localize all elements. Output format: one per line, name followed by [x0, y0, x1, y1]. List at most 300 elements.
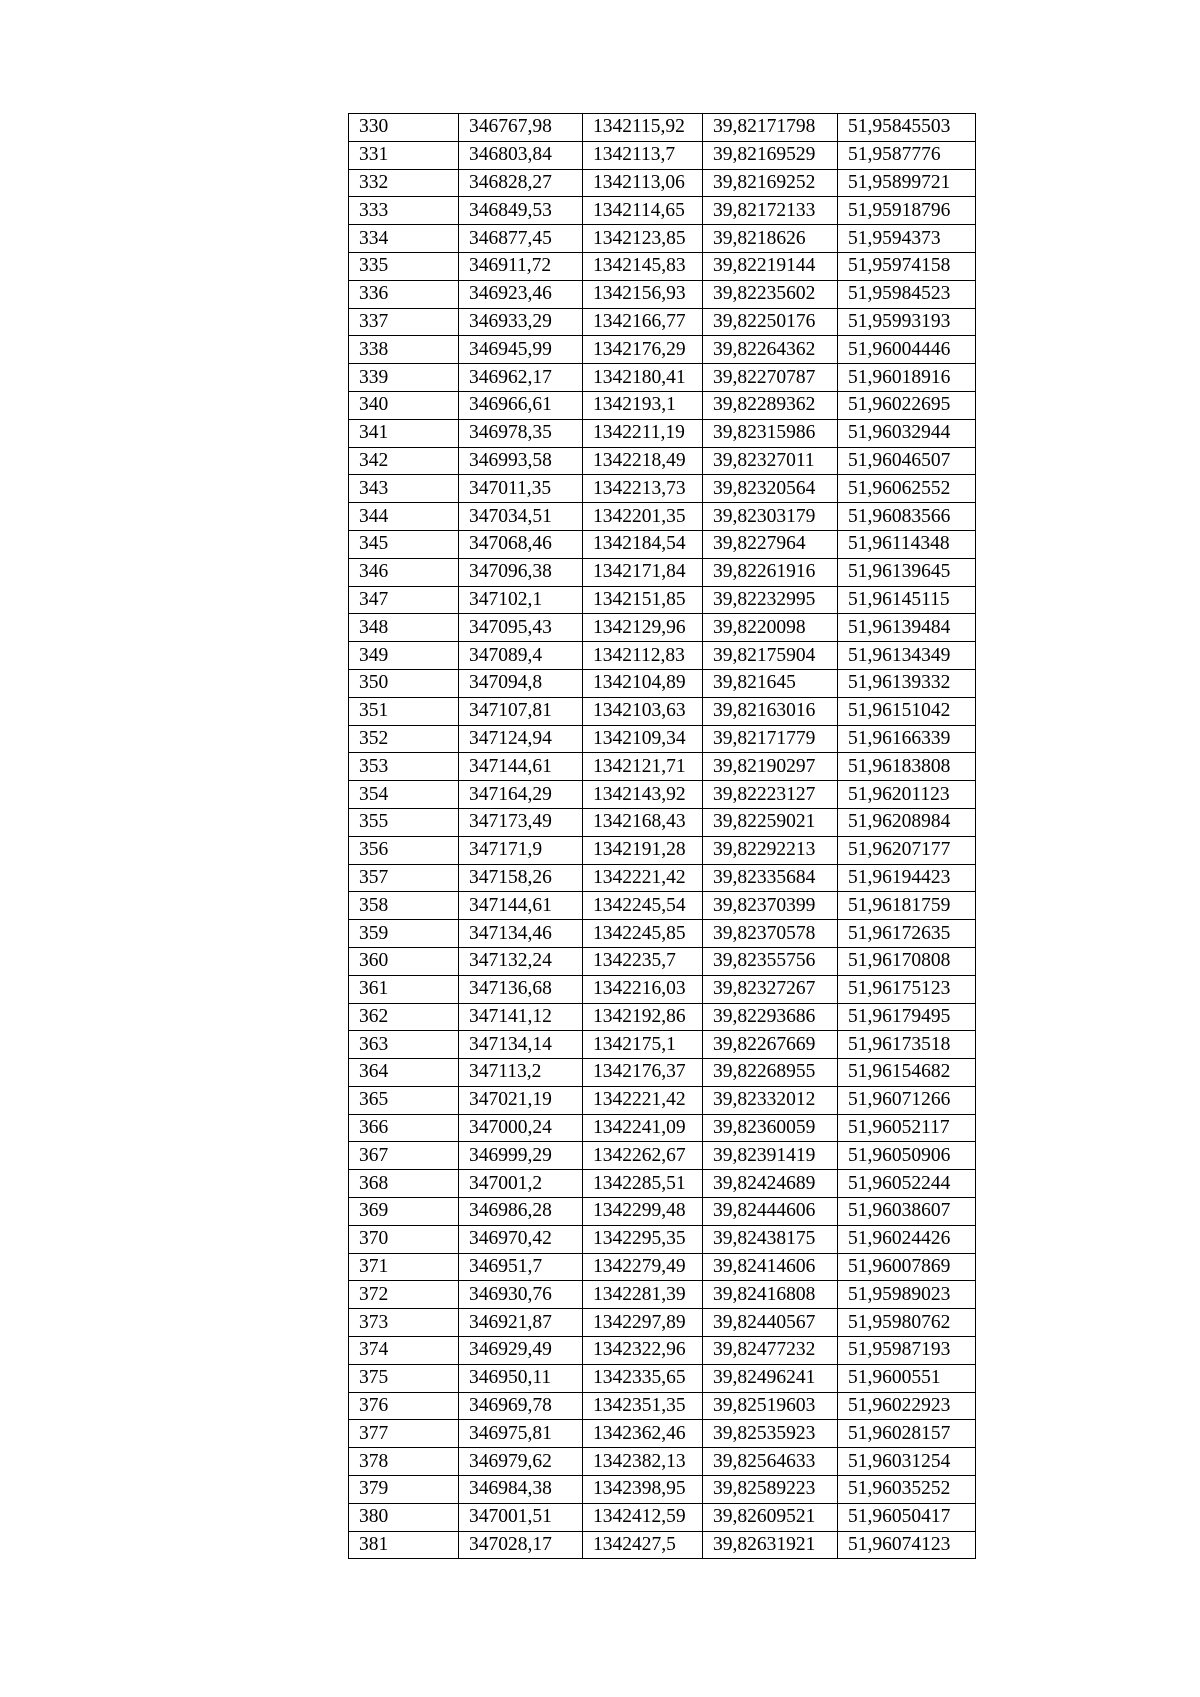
- latitude-cell: 51,96022695: [838, 391, 976, 419]
- point-number-cell: 351: [349, 697, 459, 725]
- latitude-cell: 51,95984523: [838, 280, 976, 308]
- table-row: [349, 697, 976, 725]
- longitude-cell: 39,82327267: [703, 975, 838, 1003]
- table-row: [349, 725, 976, 753]
- longitude-cell: 39,82477232: [703, 1337, 838, 1365]
- point-number-cell: 357: [349, 864, 459, 892]
- longitude-cell: 39,82289362: [703, 391, 838, 419]
- point-number-cell: 334: [349, 225, 459, 253]
- longitude-cell: 39,821645: [703, 669, 838, 697]
- point-number-cell: 377: [349, 1420, 459, 1448]
- point-number-cell: 368: [349, 1170, 459, 1198]
- latitude-cell: 51,96183808: [838, 753, 976, 781]
- table-row: [349, 1364, 976, 1392]
- latitude-cell: 51,95845503: [838, 114, 976, 142]
- point-number-cell: 371: [349, 1253, 459, 1281]
- longitude-cell: 39,82169529: [703, 141, 838, 169]
- y-coordinate-cell: 1342322,96: [583, 1337, 703, 1365]
- y-coordinate-cell: 1342241,09: [583, 1114, 703, 1142]
- table-row: [349, 1198, 976, 1226]
- longitude-cell: 39,82232995: [703, 586, 838, 614]
- point-number-cell: 381: [349, 1531, 459, 1559]
- point-number-cell: 367: [349, 1142, 459, 1170]
- x-coordinate-cell: 347095,43: [459, 614, 583, 642]
- latitude-cell: 51,96145115: [838, 586, 976, 614]
- point-number-cell: 374: [349, 1337, 459, 1365]
- x-coordinate-cell: 347173,49: [459, 808, 583, 836]
- table-row: [349, 391, 976, 419]
- point-number-cell: 379: [349, 1476, 459, 1504]
- y-coordinate-cell: 1342235,7: [583, 947, 703, 975]
- y-coordinate-cell: 1342221,42: [583, 1086, 703, 1114]
- y-coordinate-cell: 1342398,95: [583, 1476, 703, 1504]
- x-coordinate-cell: 346849,53: [459, 197, 583, 225]
- x-coordinate-cell: 347021,19: [459, 1086, 583, 1114]
- point-number-cell: 333: [349, 197, 459, 225]
- point-number-cell: 332: [349, 169, 459, 197]
- point-number-cell: 336: [349, 280, 459, 308]
- x-coordinate-cell: 346962,17: [459, 364, 583, 392]
- point-number-cell: 343: [349, 475, 459, 503]
- point-number-cell: 354: [349, 781, 459, 809]
- x-coordinate-cell: 346803,84: [459, 141, 583, 169]
- y-coordinate-cell: 1342103,63: [583, 697, 703, 725]
- table-row: [349, 975, 976, 1003]
- table-row: [349, 558, 976, 586]
- table-row: [349, 1337, 976, 1365]
- table-row: [349, 419, 976, 447]
- point-number-cell: 363: [349, 1031, 459, 1059]
- x-coordinate-cell: 346929,49: [459, 1337, 583, 1365]
- x-coordinate-cell: 346950,11: [459, 1364, 583, 1392]
- point-number-cell: 361: [349, 975, 459, 1003]
- table-row: [349, 1503, 976, 1531]
- point-number-cell: 380: [349, 1503, 459, 1531]
- longitude-cell: 39,82416808: [703, 1281, 838, 1309]
- y-coordinate-cell: 1342221,42: [583, 864, 703, 892]
- latitude-cell: 51,96032944: [838, 419, 976, 447]
- longitude-cell: 39,82235602: [703, 280, 838, 308]
- point-number-cell: 347: [349, 586, 459, 614]
- y-coordinate-cell: 1342151,85: [583, 586, 703, 614]
- latitude-cell: 51,95987193: [838, 1337, 976, 1365]
- x-coordinate-cell: 346930,76: [459, 1281, 583, 1309]
- x-coordinate-cell: 346828,27: [459, 169, 583, 197]
- table-row: [349, 1531, 976, 1559]
- table-row: [349, 1392, 976, 1420]
- point-number-cell: 366: [349, 1114, 459, 1142]
- longitude-cell: 39,82169252: [703, 169, 838, 197]
- x-coordinate-cell: 347001,2: [459, 1170, 583, 1198]
- y-coordinate-cell: 1342113,7: [583, 141, 703, 169]
- point-number-cell: 358: [349, 892, 459, 920]
- latitude-cell: 51,96181759: [838, 892, 976, 920]
- table-row: [349, 169, 976, 197]
- point-number-cell: 356: [349, 836, 459, 864]
- coordinates-table: [348, 113, 976, 1559]
- y-coordinate-cell: 1342180,41: [583, 364, 703, 392]
- latitude-cell: 51,96031254: [838, 1448, 976, 1476]
- latitude-cell: 51,96166339: [838, 725, 976, 753]
- latitude-cell: 51,95918796: [838, 197, 976, 225]
- longitude-cell: 39,82444606: [703, 1198, 838, 1226]
- longitude-cell: 39,8218626: [703, 225, 838, 253]
- point-number-cell: 339: [349, 364, 459, 392]
- y-coordinate-cell: 1342104,89: [583, 669, 703, 697]
- longitude-cell: 39,82438175: [703, 1225, 838, 1253]
- latitude-cell: 51,96154682: [838, 1059, 976, 1087]
- longitude-cell: 39,82589223: [703, 1476, 838, 1504]
- longitude-cell: 39,82171798: [703, 114, 838, 142]
- longitude-cell: 39,8227964: [703, 530, 838, 558]
- y-coordinate-cell: 1342216,03: [583, 975, 703, 1003]
- x-coordinate-cell: 347096,38: [459, 558, 583, 586]
- y-coordinate-cell: 1342145,83: [583, 252, 703, 280]
- table-row: [349, 503, 976, 531]
- x-coordinate-cell: 347144,61: [459, 753, 583, 781]
- longitude-cell: 39,82564633: [703, 1448, 838, 1476]
- y-coordinate-cell: 1342171,84: [583, 558, 703, 586]
- longitude-cell: 39,82268955: [703, 1059, 838, 1087]
- longitude-cell: 39,82190297: [703, 753, 838, 781]
- latitude-cell: 51,96052244: [838, 1170, 976, 1198]
- table-row: [349, 141, 976, 169]
- y-coordinate-cell: 1342121,71: [583, 753, 703, 781]
- table-row: [349, 280, 976, 308]
- point-number-cell: 365: [349, 1086, 459, 1114]
- point-number-cell: 369: [349, 1198, 459, 1226]
- longitude-cell: 39,82335684: [703, 864, 838, 892]
- y-coordinate-cell: 1342114,65: [583, 197, 703, 225]
- table-row: [349, 1142, 976, 1170]
- latitude-cell: 51,9594373: [838, 225, 976, 253]
- point-number-cell: 372: [349, 1281, 459, 1309]
- point-number-cell: 342: [349, 447, 459, 475]
- table-row: [349, 1114, 976, 1142]
- x-coordinate-cell: 347171,9: [459, 836, 583, 864]
- point-number-cell: 330: [349, 114, 459, 142]
- table-row: [349, 669, 976, 697]
- x-coordinate-cell: 347034,51: [459, 503, 583, 531]
- y-coordinate-cell: 1342175,1: [583, 1031, 703, 1059]
- x-coordinate-cell: 347028,17: [459, 1531, 583, 1559]
- longitude-cell: 39,82360059: [703, 1114, 838, 1142]
- x-coordinate-cell: 346921,87: [459, 1309, 583, 1337]
- x-coordinate-cell: 347000,24: [459, 1114, 583, 1142]
- latitude-cell: 51,96038607: [838, 1198, 976, 1226]
- x-coordinate-cell: 346979,62: [459, 1448, 583, 1476]
- longitude-cell: 39,82303179: [703, 503, 838, 531]
- longitude-cell: 39,82327011: [703, 447, 838, 475]
- y-coordinate-cell: 1342362,46: [583, 1420, 703, 1448]
- table-row: [349, 836, 976, 864]
- latitude-cell: 51,96035252: [838, 1476, 976, 1504]
- latitude-cell: 51,96028157: [838, 1420, 976, 1448]
- x-coordinate-cell: 347144,61: [459, 892, 583, 920]
- table-row: [349, 530, 976, 558]
- x-coordinate-cell: 347094,8: [459, 669, 583, 697]
- latitude-cell: 51,96024426: [838, 1225, 976, 1253]
- x-coordinate-cell: 346923,46: [459, 280, 583, 308]
- table-row: [349, 892, 976, 920]
- point-number-cell: 375: [349, 1364, 459, 1392]
- longitude-cell: 39,82370399: [703, 892, 838, 920]
- table-row: [349, 1448, 976, 1476]
- y-coordinate-cell: 1342262,67: [583, 1142, 703, 1170]
- table-row: [349, 1086, 976, 1114]
- latitude-cell: 51,96139645: [838, 558, 976, 586]
- latitude-cell: 51,96071266: [838, 1086, 976, 1114]
- x-coordinate-cell: 346933,29: [459, 308, 583, 336]
- latitude-cell: 51,96179495: [838, 1003, 976, 1031]
- longitude-cell: 39,82609521: [703, 1503, 838, 1531]
- y-coordinate-cell: 1342168,43: [583, 808, 703, 836]
- table-row: [349, 1309, 976, 1337]
- y-coordinate-cell: 1342412,59: [583, 1503, 703, 1531]
- longitude-cell: 39,82175904: [703, 642, 838, 670]
- point-number-cell: 331: [349, 141, 459, 169]
- longitude-cell: 39,82631921: [703, 1531, 838, 1559]
- table-row: [349, 1281, 976, 1309]
- coordinates-table-body: [349, 114, 976, 1559]
- y-coordinate-cell: 1342335,65: [583, 1364, 703, 1392]
- latitude-cell: 51,96170808: [838, 947, 976, 975]
- y-coordinate-cell: 1342156,93: [583, 280, 703, 308]
- y-coordinate-cell: 1342201,35: [583, 503, 703, 531]
- y-coordinate-cell: 1342129,96: [583, 614, 703, 642]
- table-row: [349, 753, 976, 781]
- y-coordinate-cell: 1342382,13: [583, 1448, 703, 1476]
- y-coordinate-cell: 1342218,49: [583, 447, 703, 475]
- x-coordinate-cell: 347089,4: [459, 642, 583, 670]
- x-coordinate-cell: 347001,51: [459, 1503, 583, 1531]
- x-coordinate-cell: 347141,12: [459, 1003, 583, 1031]
- point-number-cell: 373: [349, 1309, 459, 1337]
- table-row: [349, 1476, 976, 1504]
- latitude-cell: 51,96052117: [838, 1114, 976, 1142]
- latitude-cell: 51,96173518: [838, 1031, 976, 1059]
- x-coordinate-cell: 347011,35: [459, 475, 583, 503]
- y-coordinate-cell: 1342184,54: [583, 530, 703, 558]
- point-number-cell: 359: [349, 920, 459, 948]
- x-coordinate-cell: 346951,7: [459, 1253, 583, 1281]
- latitude-cell: 51,96175123: [838, 975, 976, 1003]
- longitude-cell: 39,82391419: [703, 1142, 838, 1170]
- y-coordinate-cell: 1342115,92: [583, 114, 703, 142]
- x-coordinate-cell: 347136,68: [459, 975, 583, 1003]
- y-coordinate-cell: 1342166,77: [583, 308, 703, 336]
- x-coordinate-cell: 346999,29: [459, 1142, 583, 1170]
- latitude-cell: 51,96139332: [838, 669, 976, 697]
- x-coordinate-cell: 346986,28: [459, 1198, 583, 1226]
- table-row: [349, 197, 976, 225]
- y-coordinate-cell: 1342299,48: [583, 1198, 703, 1226]
- y-coordinate-cell: 1342123,85: [583, 225, 703, 253]
- x-coordinate-cell: 347134,46: [459, 920, 583, 948]
- longitude-cell: 39,82293686: [703, 1003, 838, 1031]
- longitude-cell: 39,82261916: [703, 558, 838, 586]
- latitude-cell: 51,96050906: [838, 1142, 976, 1170]
- table-row: [349, 781, 976, 809]
- y-coordinate-cell: 1342112,83: [583, 642, 703, 670]
- x-coordinate-cell: 347132,24: [459, 947, 583, 975]
- longitude-cell: 39,82267669: [703, 1031, 838, 1059]
- point-number-cell: 362: [349, 1003, 459, 1031]
- x-coordinate-cell: 346984,38: [459, 1476, 583, 1504]
- longitude-cell: 39,82519603: [703, 1392, 838, 1420]
- longitude-cell: 39,82315986: [703, 419, 838, 447]
- latitude-cell: 51,96114348: [838, 530, 976, 558]
- latitude-cell: 51,9600551: [838, 1364, 976, 1392]
- table-row: [349, 308, 976, 336]
- table-row: [349, 864, 976, 892]
- point-number-cell: 335: [349, 252, 459, 280]
- longitude-cell: 39,82172133: [703, 197, 838, 225]
- latitude-cell: 51,96151042: [838, 697, 976, 725]
- x-coordinate-cell: 347158,26: [459, 864, 583, 892]
- point-number-cell: 341: [349, 419, 459, 447]
- longitude-cell: 39,82292213: [703, 836, 838, 864]
- longitude-cell: 39,82370578: [703, 920, 838, 948]
- y-coordinate-cell: 1342281,39: [583, 1281, 703, 1309]
- x-coordinate-cell: 346978,35: [459, 419, 583, 447]
- x-coordinate-cell: 347124,94: [459, 725, 583, 753]
- longitude-cell: 39,82264362: [703, 336, 838, 364]
- point-number-cell: 378: [349, 1448, 459, 1476]
- latitude-cell: 51,96022923: [838, 1392, 976, 1420]
- longitude-cell: 39,8220098: [703, 614, 838, 642]
- point-number-cell: 344: [349, 503, 459, 531]
- point-number-cell: 350: [349, 669, 459, 697]
- table-row: [349, 1059, 976, 1087]
- latitude-cell: 51,96207177: [838, 836, 976, 864]
- x-coordinate-cell: 347164,29: [459, 781, 583, 809]
- y-coordinate-cell: 1342279,49: [583, 1253, 703, 1281]
- table-row: [349, 1170, 976, 1198]
- x-coordinate-cell: 347107,81: [459, 697, 583, 725]
- latitude-cell: 51,96046507: [838, 447, 976, 475]
- table-row: [349, 920, 976, 948]
- longitude-cell: 39,82250176: [703, 308, 838, 336]
- table-row: [349, 1420, 976, 1448]
- x-coordinate-cell: 346767,98: [459, 114, 583, 142]
- latitude-cell: 51,96007869: [838, 1253, 976, 1281]
- y-coordinate-cell: 1342295,35: [583, 1225, 703, 1253]
- table-row: [349, 447, 976, 475]
- y-coordinate-cell: 1342109,34: [583, 725, 703, 753]
- x-coordinate-cell: 346877,45: [459, 225, 583, 253]
- y-coordinate-cell: 1342427,5: [583, 1531, 703, 1559]
- table-row: [349, 1031, 976, 1059]
- point-number-cell: 364: [349, 1059, 459, 1087]
- table-row: [349, 642, 976, 670]
- x-coordinate-cell: 347068,46: [459, 530, 583, 558]
- y-coordinate-cell: 1342297,89: [583, 1309, 703, 1337]
- point-number-cell: 346: [349, 558, 459, 586]
- latitude-cell: 51,96004446: [838, 336, 976, 364]
- table-row: [349, 586, 976, 614]
- y-coordinate-cell: 1342192,86: [583, 1003, 703, 1031]
- longitude-cell: 39,82414606: [703, 1253, 838, 1281]
- latitude-cell: 51,95899721: [838, 169, 976, 197]
- y-coordinate-cell: 1342191,28: [583, 836, 703, 864]
- point-number-cell: 340: [349, 391, 459, 419]
- y-coordinate-cell: 1342113,06: [583, 169, 703, 197]
- latitude-cell: 51,95980762: [838, 1309, 976, 1337]
- x-coordinate-cell: 346975,81: [459, 1420, 583, 1448]
- table-row: [349, 336, 976, 364]
- longitude-cell: 39,82171779: [703, 725, 838, 753]
- longitude-cell: 39,82332012: [703, 1086, 838, 1114]
- table-row: [349, 947, 976, 975]
- longitude-cell: 39,82535923: [703, 1420, 838, 1448]
- latitude-cell: 51,95974158: [838, 252, 976, 280]
- latitude-cell: 51,96018916: [838, 364, 976, 392]
- longitude-cell: 39,82424689: [703, 1170, 838, 1198]
- point-number-cell: 376: [349, 1392, 459, 1420]
- table-row: [349, 364, 976, 392]
- point-number-cell: 349: [349, 642, 459, 670]
- x-coordinate-cell: 347113,2: [459, 1059, 583, 1087]
- table-row: [349, 475, 976, 503]
- table-row: [349, 114, 976, 142]
- y-coordinate-cell: 1342245,85: [583, 920, 703, 948]
- latitude-cell: 51,96208984: [838, 808, 976, 836]
- latitude-cell: 51,96194423: [838, 864, 976, 892]
- y-coordinate-cell: 1342285,51: [583, 1170, 703, 1198]
- latitude-cell: 51,96050417: [838, 1503, 976, 1531]
- latitude-cell: 51,96172635: [838, 920, 976, 948]
- y-coordinate-cell: 1342143,92: [583, 781, 703, 809]
- y-coordinate-cell: 1342351,35: [583, 1392, 703, 1420]
- x-coordinate-cell: 346993,58: [459, 447, 583, 475]
- x-coordinate-cell: 346911,72: [459, 252, 583, 280]
- x-coordinate-cell: 346970,42: [459, 1225, 583, 1253]
- x-coordinate-cell: 346969,78: [459, 1392, 583, 1420]
- point-number-cell: 338: [349, 336, 459, 364]
- latitude-cell: 51,96062552: [838, 475, 976, 503]
- table-row: [349, 1253, 976, 1281]
- latitude-cell: 51,95989023: [838, 1281, 976, 1309]
- point-number-cell: 360: [349, 947, 459, 975]
- latitude-cell: 51,96201123: [838, 781, 976, 809]
- longitude-cell: 39,82219144: [703, 252, 838, 280]
- longitude-cell: 39,82223127: [703, 781, 838, 809]
- table-row: [349, 614, 976, 642]
- y-coordinate-cell: 1342176,37: [583, 1059, 703, 1087]
- longitude-cell: 39,82355756: [703, 947, 838, 975]
- longitude-cell: 39,82259021: [703, 808, 838, 836]
- y-coordinate-cell: 1342193,1: [583, 391, 703, 419]
- x-coordinate-cell: 346966,61: [459, 391, 583, 419]
- latitude-cell: 51,96134349: [838, 642, 976, 670]
- longitude-cell: 39,82163016: [703, 697, 838, 725]
- longitude-cell: 39,82270787: [703, 364, 838, 392]
- x-coordinate-cell: 347134,14: [459, 1031, 583, 1059]
- point-number-cell: 345: [349, 530, 459, 558]
- table-row: [349, 225, 976, 253]
- point-number-cell: 348: [349, 614, 459, 642]
- table-row: [349, 252, 976, 280]
- table-row: [349, 1225, 976, 1253]
- latitude-cell: 51,96083566: [838, 503, 976, 531]
- longitude-cell: 39,82496241: [703, 1364, 838, 1392]
- table-row: [349, 1003, 976, 1031]
- point-number-cell: 352: [349, 725, 459, 753]
- y-coordinate-cell: 1342211,19: [583, 419, 703, 447]
- longitude-cell: 39,82320564: [703, 475, 838, 503]
- latitude-cell: 51,9587776: [838, 141, 976, 169]
